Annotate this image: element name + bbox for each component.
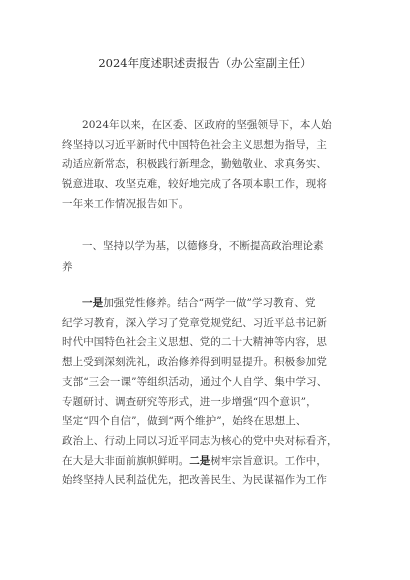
point-two-text: 树牢宗旨意识。工作中，: [210, 454, 328, 467]
point-one-lead: 一是: [82, 297, 104, 309]
intro-line: 2024年以来，在区委、区政府的坚强领导下，本人始: [82, 119, 332, 131]
intro-line: 动适应新常态，积极践行新理念，勤勉敬业、求真务实、: [62, 158, 327, 171]
section-heading-line: 养: [62, 261, 73, 273]
body-line: 支部“三会一课”等组织活动，通过个人自学、集中学习、: [62, 375, 328, 388]
body-line: [62, 452, 354, 472]
body-line: 时代中国特色社会主义思想、党的二十大精神等内容，思: [62, 336, 327, 349]
section-1-body: [62, 294, 354, 491]
body-line: 始终坚持人民利益优先，把改善民生、为民谋福作为工作: [62, 474, 327, 487]
point-two-lead: 二是: [189, 454, 211, 467]
document-title: 2024年度述职述责报告（办公室副主任）: [98, 56, 312, 70]
body-line: 政治上、行动上同以习近平同志为核心的党中央对标看齐，: [62, 434, 338, 447]
intro-line: 终坚持以习近平新时代中国特色社会主义思想为指导，主: [62, 138, 327, 151]
body-line-text: 在大是大非面前旗帜鲜明。: [62, 454, 190, 467]
section-1-heading: [62, 236, 354, 278]
point-one-text: 加强党性修养。结合“两学一做”学习教育、党: [103, 297, 316, 309]
section-heading-line: 一、坚持以学为基，以德修身，不断提高政治理论素: [82, 240, 324, 252]
body-line: [62, 294, 354, 314]
intro-line: 一年来工作情况报告如下。: [62, 197, 190, 210]
body-line: 专题研讨、调查研究等形式，进一步增强“四个意识”，: [62, 395, 317, 408]
intro-line: 锐意进取、攻坚克难，较好地完成了各项本职工作，现将: [62, 178, 327, 191]
body-line: 坚定“四个自信”，做到“两个维护”，始终在思想上、: [62, 415, 307, 428]
intro-paragraph: [62, 116, 354, 215]
body-line: 纪学习教育，深入学习了党章党规党纪、习近平总书记新: [62, 316, 327, 329]
body-line: 想上受到深刻洗礼，政治修养得到明显提升。积极参加党: [62, 356, 327, 369]
